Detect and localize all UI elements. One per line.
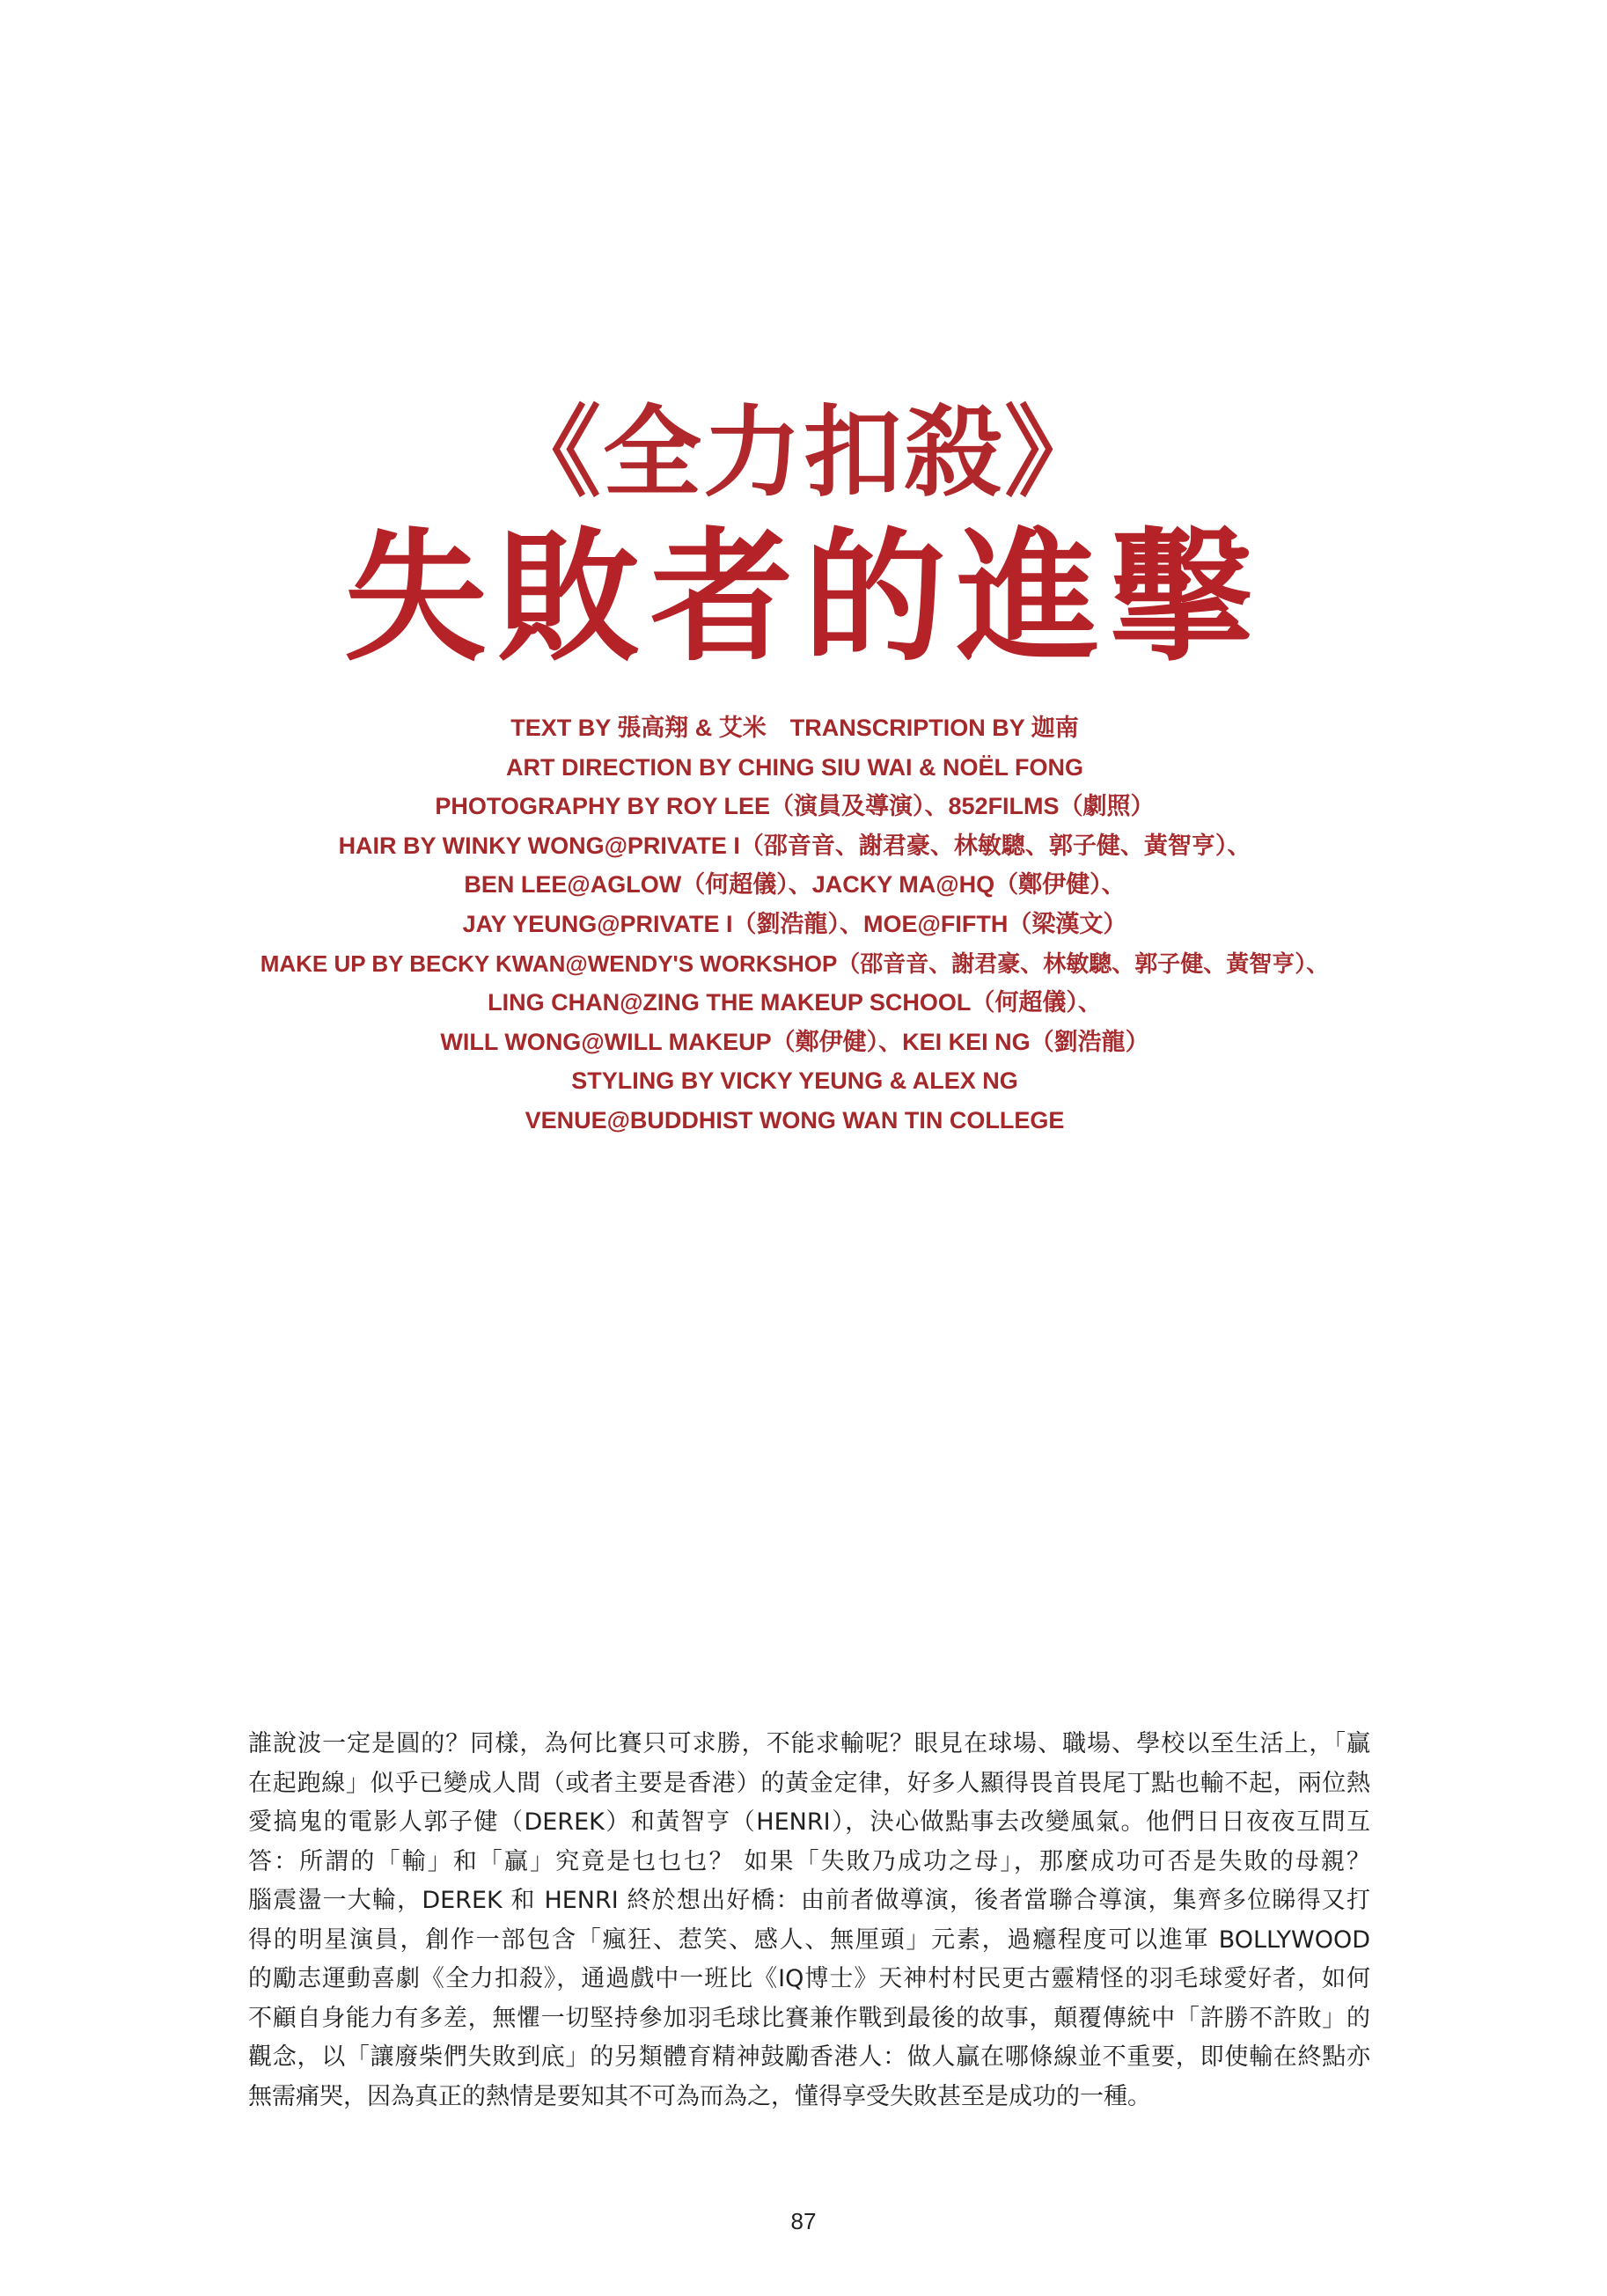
credits-list [187,708,1402,1141]
credit-line: BEN LEE@AGLOW（何超儀）、JACKY MA@HQ（鄭伊健）、 [464,871,1126,899]
credit-line: ART DIRECTION BY CHING SIU WAI & NOËL FONG [505,753,1084,781]
credit-line: PHOTOGRAPHY BY ROY LEE（演員及導演）、852FILMS（劇照） [435,793,1155,820]
article-headline: 失敗者的進擊 [344,516,1263,681]
credit-line: LING CHAN@ZING THE MAKEUP SCHOOL（何超儀）、 [488,989,1102,1016]
page-number: 87 [790,2208,817,2234]
credit-line: STYLING BY VICKY YEUNG & ALEX NG [571,1067,1018,1095]
credit-line: MAKE UP BY BECKY KWAN@WENDY'S WORKSHOP（邵音音、謝君豪、林敏驄、郭子健、黃智亨）、 [260,950,1330,977]
body-line: 的勵志運動喜劇《全力扣殺》，通過戲中一班比《IQ博士》天神村村民更古靈精怪的羽毛球愛好者，如何 [248,1965,1370,1992]
credit-line: VENUE@BUDDHIST WONG WAN TIN COLLEGE [525,1106,1065,1133]
body-line: 得的明星演員，創作一部包含「瘋狂、惹笑、感人、無厘頭」元素，過癮程度可以進軍 BOLLYWOOD [248,1926,1370,1954]
body-line: 不顧自身能力有多差，無懼一切堅持參加羽毛球比賽兼作戰到最後的故事，顛覆傳統中「許勝不許敗」的 [248,2004,1370,2032]
credit-line: WILL WONG@WILL MAKEUP（鄭伊健）、KEI KEI NG（劉浩龍） [440,1028,1149,1055]
body-line: 答：所謂的「輸」和「贏」究竟是乜乜乜？ 如果「失敗乃成功之母」，那麼成功可否是失敗的母親？ [248,1847,1370,1875]
body-line: 誰說波一定是圓的？同樣，為何比賽只可求勝，不能求輸呢？眼見在球場、職場、學校以至生活上，「贏 [248,1730,1370,1757]
body-line: 無需痛哭，因為真正的熱情是要知其不可為而為之，懂得享受失敗甚至是成功的一種。 [248,2082,1151,2110]
body-line: 愛搞鬼的電影人郭子健（DEREK）和黃智亨（HENRI），決心做點事去改變風氣。他們日日夜夜互問互 [248,1808,1370,1836]
credit-line: HAIR BY WINKY WONG@PRIVATE I（邵音音、謝君豪、林敏驄、郭子健、黃智亨）、 [338,832,1251,859]
article-body [248,1725,1375,2116]
credit-line: TEXT BY 張高翔 & 艾米 TRANSCRIPTION BY 迦南 [510,715,1079,741]
body-line: 觀念，以「讓廢柴們失敗到底」的另類體育精神鼓勵香港人：做人贏在哪條線並不重要，即使輸在終點亦 [248,2043,1370,2071]
body-line: 腦震盪一大輪，DEREK 和 HENRI 終於想出好橋：由前者做導演，後者當聯合導演，集齊多位睇得又打 [248,1887,1370,1914]
article-title-film: 《全力扣殺》 [503,396,1104,510]
body-line: 在起跑線」似乎已變成人間（或者主要是香港）的黃金定律，好多人顯得畏首畏尾丁點也輸不起，兩位熱 [248,1769,1370,1797]
credit-line: JAY YEUNG@PRIVATE I（劉浩龍）、MOE@FIFTH（梁漢文） [462,910,1127,937]
